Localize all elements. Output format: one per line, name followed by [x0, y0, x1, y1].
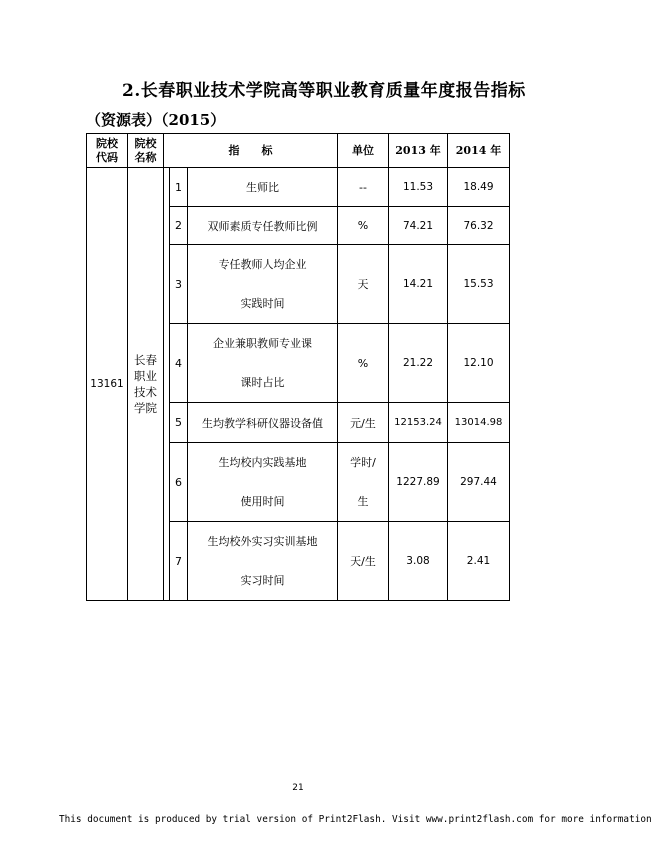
row-number: 7	[170, 522, 188, 601]
row-number: 1	[170, 168, 188, 207]
indicator-line1: 生均校内实践基地	[218, 456, 307, 469]
value-2014: 76.32	[448, 207, 510, 245]
unit-line1: 元/生	[350, 416, 376, 430]
header-school-name	[128, 134, 164, 168]
row-number: 5	[170, 403, 188, 443]
unit-cell	[338, 168, 389, 207]
value-2013: 11.53	[389, 168, 448, 207]
value-2014: 2.41	[448, 522, 510, 601]
indicator-line2: 实践时间	[240, 297, 285, 310]
unit-line2: 生	[357, 495, 369, 508]
unit-line1: 天	[357, 278, 369, 291]
row-number: 4	[170, 324, 188, 403]
indicator-line1: 生均教学科研仪器设备值	[202, 416, 323, 430]
school-name-line2: 职业	[134, 369, 157, 383]
unit-line1: %	[357, 219, 369, 232]
table-row	[87, 168, 510, 207]
page-number: 21	[292, 783, 304, 793]
value-2014: 18.49	[448, 168, 510, 207]
header-code-line1: 院校	[96, 136, 118, 150]
row-number: 2	[170, 207, 188, 245]
indicator-line2: 使用时间	[240, 495, 285, 508]
value-2013: 21.22	[389, 324, 448, 403]
indicator-cell	[188, 522, 338, 601]
indicator-line1: 双师素质专任教师比例	[207, 219, 318, 233]
unit-cell	[338, 324, 389, 403]
unit-cell	[338, 443, 389, 522]
indicator-cell	[188, 443, 338, 522]
unit-cell	[338, 207, 389, 245]
unit-cell	[338, 403, 389, 443]
indicator-line1: 生均校外实习实训基地	[207, 535, 318, 548]
indicator-line2: 实习时间	[240, 574, 285, 587]
indicator-line1: 企业兼职教师专业课	[213, 337, 312, 350]
value-2013: 3.08	[389, 522, 448, 601]
value-2014: 12.10	[448, 324, 510, 403]
value-2013: 74.21	[389, 207, 448, 245]
header-name-line2: 名称	[134, 150, 157, 164]
indicator-line1: 专任教师人均企业	[218, 258, 307, 271]
school-name-line3: 技术	[134, 385, 157, 399]
indicator-cell	[188, 324, 338, 403]
unit-cell	[338, 522, 389, 601]
header-name-line1: 院校	[134, 136, 157, 150]
report-title: 2.长春职业技术学院高等职业教育质量年度报告指标	[122, 81, 526, 101]
unit-line1: --	[359, 180, 367, 194]
value-2013: 1227.89	[389, 443, 448, 522]
indicator-cell	[188, 403, 338, 443]
trial-notice: This document is produced by trial version of Print2Flash. Visit www.print2flash.com for more information	[59, 814, 652, 825]
header-code-line2: 代码	[96, 150, 118, 164]
value-2013: 14.21	[389, 245, 448, 324]
header-2013: 2013 年	[389, 134, 448, 168]
row-number: 3	[170, 245, 188, 324]
unit-line1: %	[357, 356, 369, 370]
indicator-line2: 课时占比	[240, 376, 285, 389]
indicator-cell	[188, 245, 338, 324]
header-2014: 2014 年	[448, 134, 510, 168]
school-name-line1: 长春	[134, 353, 157, 367]
school-code-cell: 13161	[87, 168, 128, 601]
indicator-cell	[188, 207, 338, 245]
value-2014: 297.44	[448, 443, 510, 522]
indicator-line1: 生师比	[246, 181, 279, 194]
value-2014: 13014.98	[448, 403, 510, 443]
header-indicator: 指 标	[164, 134, 338, 168]
header-school-code	[87, 134, 128, 168]
school-name-cell	[128, 168, 164, 601]
value-2013: 12153.24	[389, 403, 448, 443]
school-name-line4: 学院	[134, 401, 157, 415]
report-subtitle: （资源表）（2015）	[86, 111, 226, 129]
header-unit: 单位	[338, 134, 389, 168]
unit-line1: 学时/	[350, 456, 376, 469]
unit-cell	[338, 245, 389, 324]
value-2014: 15.53	[448, 245, 510, 324]
header-row	[87, 134, 510, 168]
row-number: 6	[170, 443, 188, 522]
unit-line1: 天/生	[350, 555, 376, 568]
indicator-cell	[188, 168, 338, 207]
indicator-table	[86, 133, 510, 601]
